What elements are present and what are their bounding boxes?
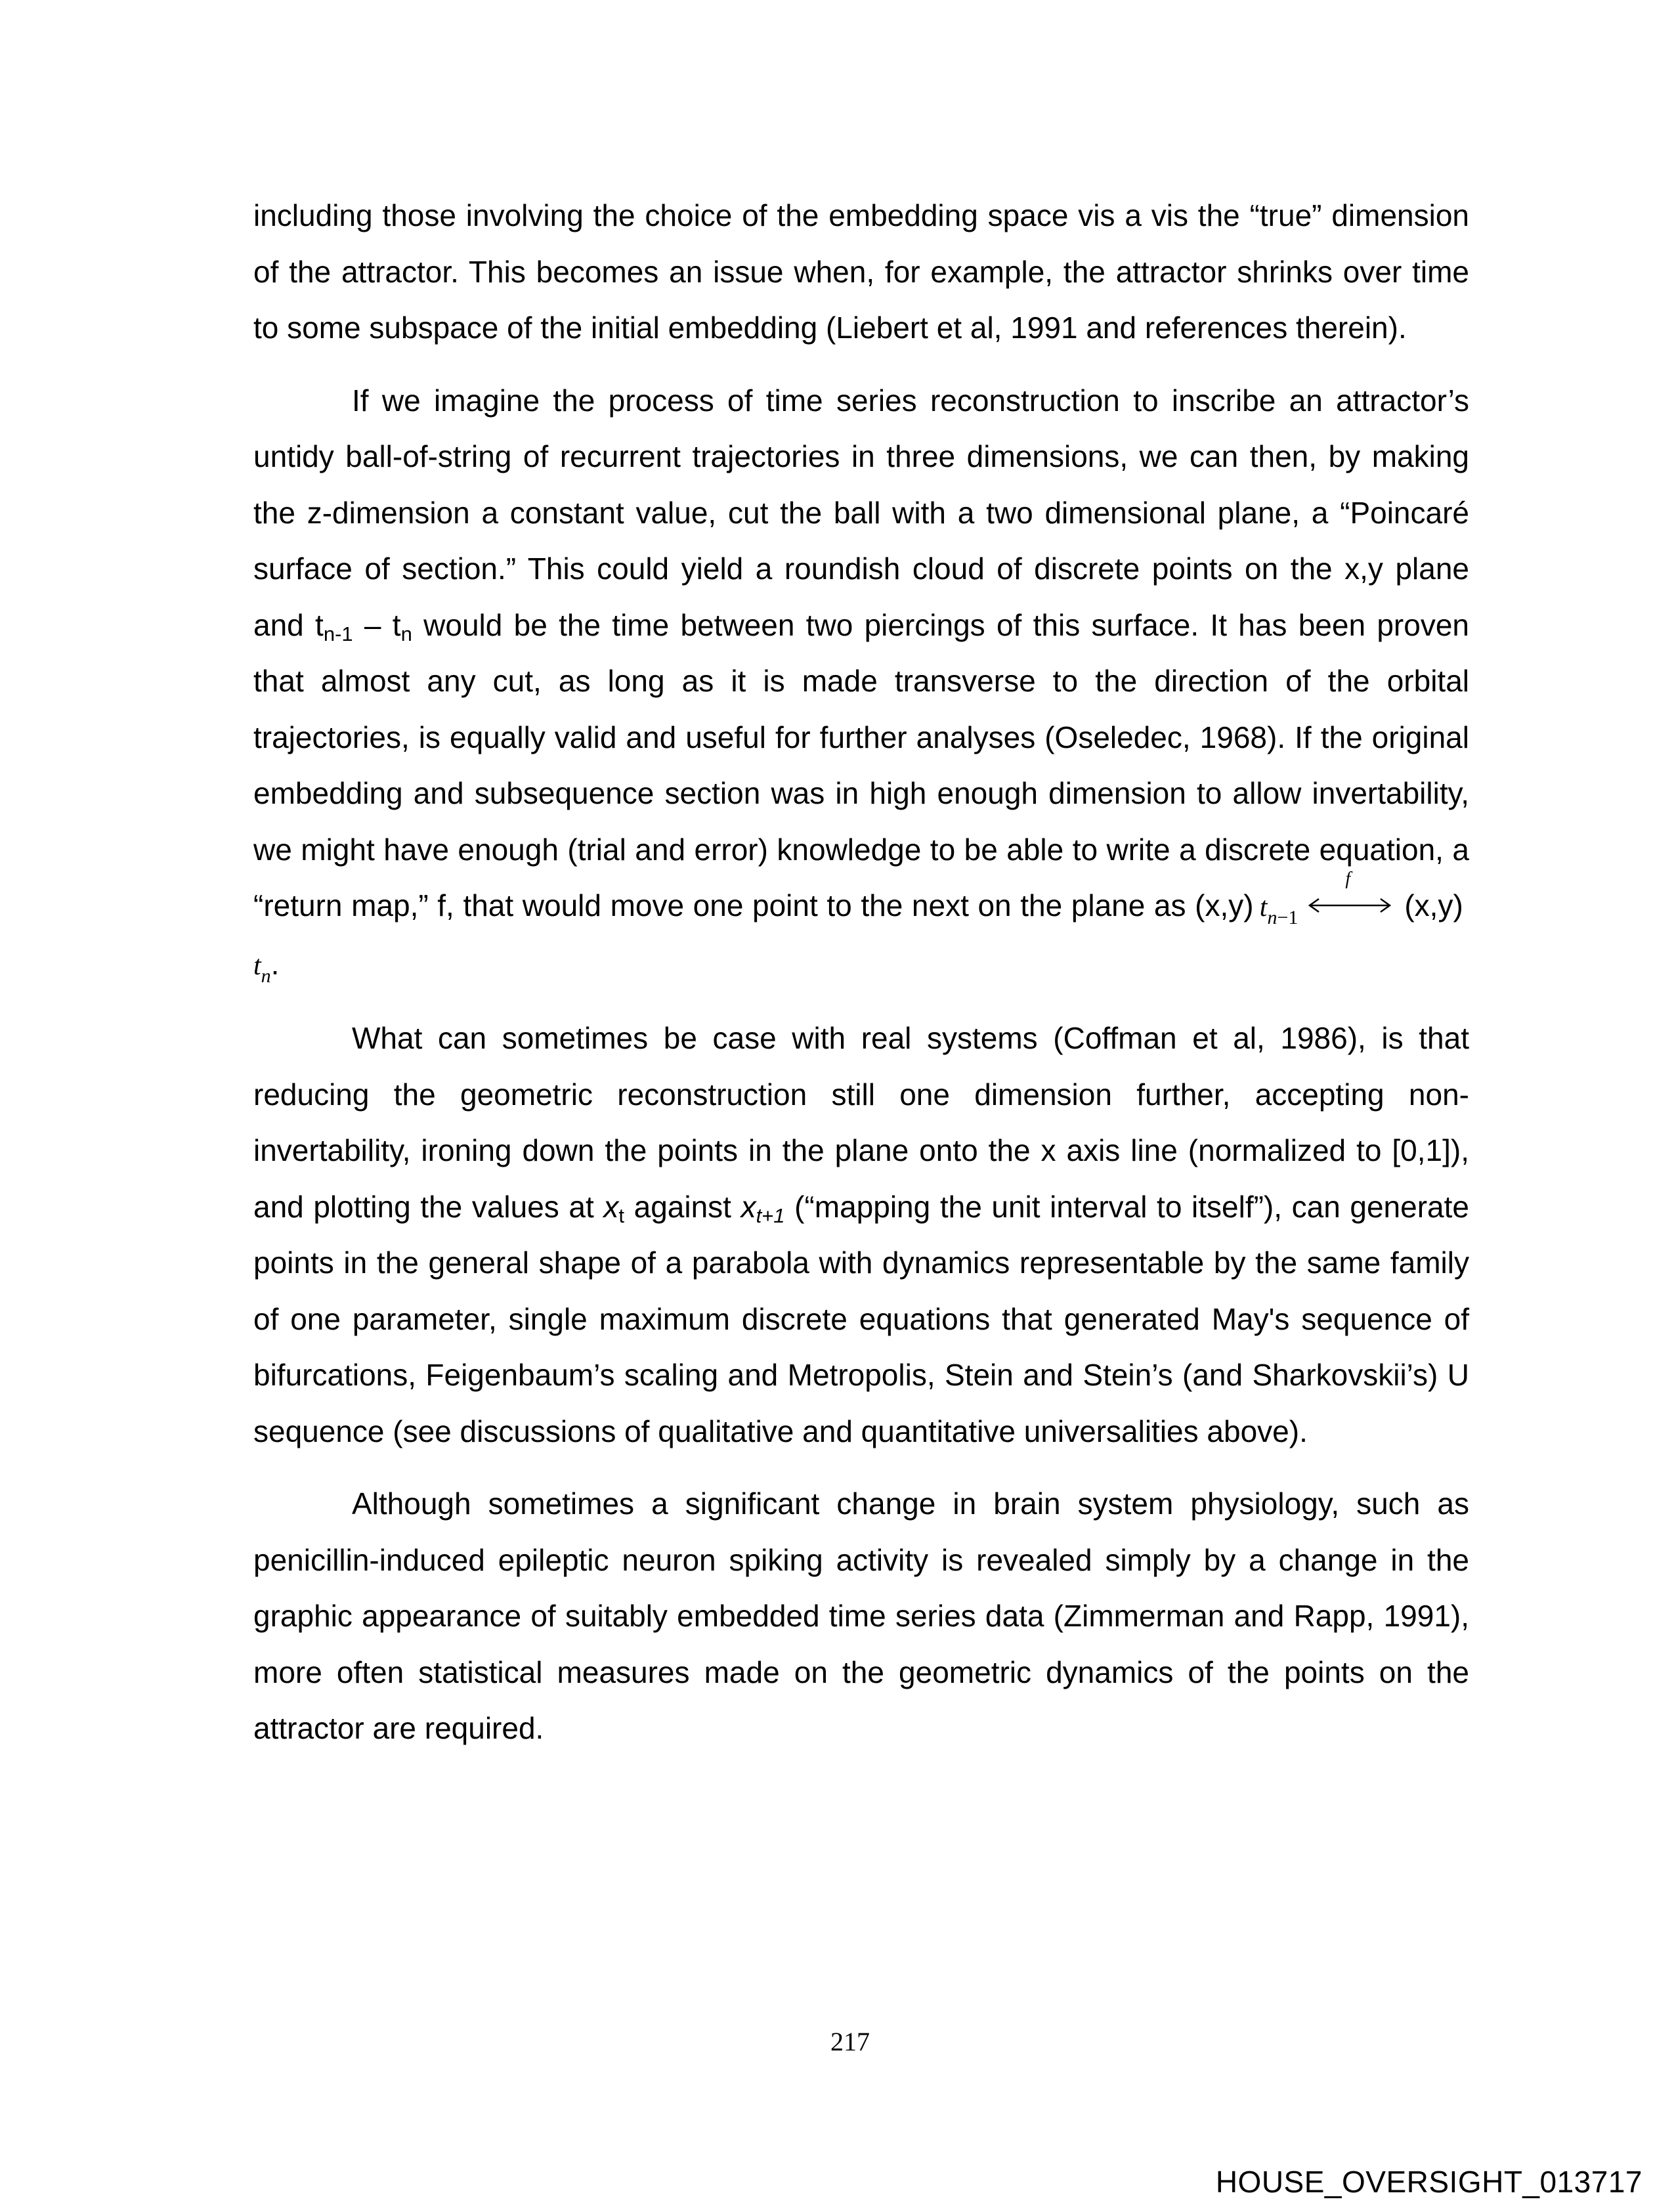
subscript-t-plus-1: t+1 xyxy=(756,1204,785,1227)
paragraph-text: What can sometimes be case with real systems (Coffman et al, 1986), is that reducing the geometric reconstruction still one dimension further, accepting non-invertability, ironing down the points in the plane onto the x axis line (normalized to [0,1]), and plotting the values at xyxy=(253,1021,1469,1224)
subscript-t: t xyxy=(618,1204,625,1227)
equation-t-right-subscript: n xyxy=(261,965,271,987)
equation-right-pair: (x,y) xyxy=(1404,888,1463,922)
page-number: 217 xyxy=(830,2027,870,2056)
paragraph-text: would be the time between two piercings of this surface. It has been proven that almost any cut, as long as it is made transverse to the direction of the orbital trajectories, is equally valid and useful for further analyses (Oseledec, 1968). If the original embedding and subsequence section was in high enough dimension to allow invertability, we might have enough (trial and error) knowledge to be able to write a discrete equation, a “return map,” f, that would move one point to the next on the plane as xyxy=(253,607,1469,922)
paragraph-poincare-section xyxy=(253,373,1469,995)
paragraph-text: If we imagine the process of time series reconstruction to inscribe an attractor’s untidy ball-of-string of recurrent trajectories in three dimensions, we can then, by making the z-dimension a constant value, cut the ball with a two dimensional plane, a “Poincaré surface of section.” This could yield a roundish cloud of discrete points on the x,y plane and t xyxy=(253,383,1469,642)
variable-x: x xyxy=(740,1189,756,1224)
equation-left-pair: (x,y) xyxy=(1195,888,1254,922)
equation-t-right: t xyxy=(253,950,261,981)
equation-period: . xyxy=(270,946,280,981)
document-body xyxy=(253,188,1469,1773)
paragraph-text: (“mapping the unit interval to itself”), can generate points in the general shape of a parabola with dynamics representable by the same family of one parameter, single maximum discrete equations that generated May's sequence of bifurcations, Feigenbaum’s scaling and Metropolis, Stein and Stein’s (and Sharkovskii’s) U sequence (see discussions of qualitative and quantitative universalities above). xyxy=(253,1189,1469,1448)
subscript-n-minus-1: n-1 xyxy=(323,622,353,645)
paragraph-unit-interval-map xyxy=(253,1010,1469,1460)
paragraph-text: Although sometimes a significant change in brain system physiology, such as penicillin-induced epileptic neuron spiking activity is revealed simply by a change in the graphic appearance of suitably embedded time series data (Zimmerman and Rapp, 1991), more often statistical measures made on the geometric dynamics of the points on the attractor are required. xyxy=(253,1486,1469,1745)
equation-t-left: t xyxy=(1259,892,1268,922)
left-right-arrow-icon xyxy=(1307,891,1392,917)
paragraph-statistical-measures xyxy=(253,1476,1469,1757)
paragraph-text: against xyxy=(624,1189,741,1224)
paragraph-text: – t xyxy=(353,607,401,642)
paragraph-continuation xyxy=(253,188,1469,357)
variable-x: x xyxy=(603,1189,619,1224)
double-arrow-icon xyxy=(1307,869,1392,917)
equation-t-left-subscript: n−1 xyxy=(1267,907,1298,928)
subscript-n: n xyxy=(400,622,412,645)
bates-stamp: HOUSE_OVERSIGHT_013717 xyxy=(1215,2165,1642,2199)
paragraph-text: including those involving the choice of the embedding space vis a vis the “true” dimension of the attractor. This becomes an issue when, for example, the attractor shrinks over time to some subspace of the initial embedding (Liebert et al, 1991 and references therein). xyxy=(253,198,1469,345)
arrow-label-f: f xyxy=(1345,869,1351,889)
